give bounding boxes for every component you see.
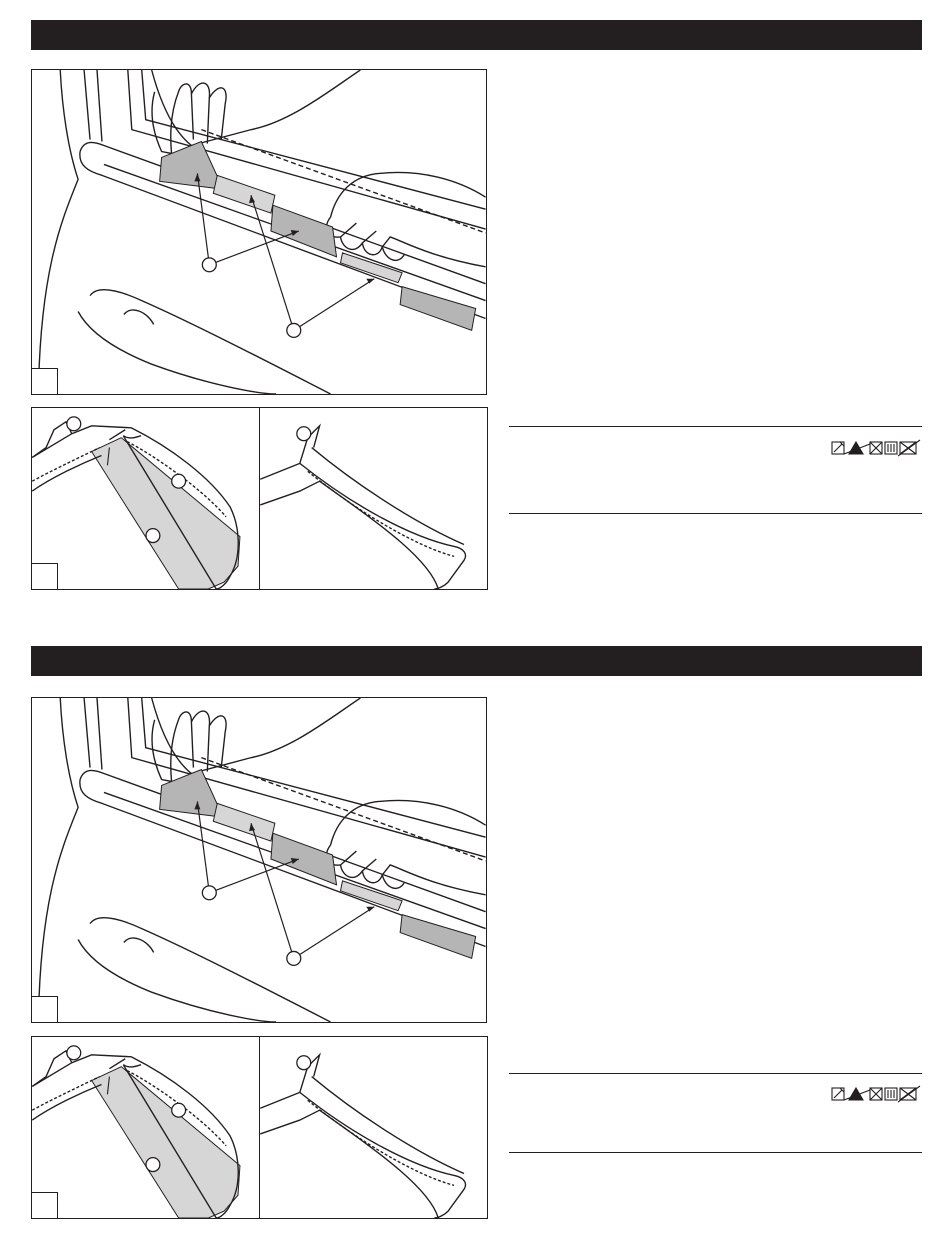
section-1-rule-top: [509, 426, 922, 427]
callout-circle: [297, 427, 311, 441]
section-2-rule-top: [509, 1073, 922, 1074]
callout-circle: [67, 1046, 81, 1060]
section-1-icon-row: [830, 438, 922, 458]
door-tape-installation-drawing: [32, 698, 486, 1022]
section-1-main-illustration: [31, 69, 487, 395]
figure-corner-tab: [32, 996, 58, 1022]
tape-strip-dark: [160, 142, 224, 190]
section-1-detail-left: [31, 407, 261, 590]
section-2-rule-bottom: [509, 1152, 922, 1153]
callout-circle: [202, 886, 216, 900]
callout-circle: [146, 1158, 160, 1172]
section-1-detail-right: [259, 407, 488, 590]
section-1-header-bar: [31, 20, 922, 50]
callout-circle: [146, 529, 160, 543]
section-2-header-bar: [31, 646, 922, 676]
callout-circle: [172, 1103, 186, 1117]
tape-strip-dark: [271, 833, 337, 885]
tape-strip-dark: [160, 770, 224, 818]
section-2-icon-row: [830, 1084, 922, 1104]
tape-detail-drawing: [32, 1037, 260, 1218]
callout-circle: [202, 258, 216, 272]
callout-circle: [172, 474, 186, 488]
callout-circle: [287, 323, 301, 337]
tape-detail-drawing: [32, 408, 260, 589]
section-2-detail-left: [31, 1036, 261, 1219]
callout-circle: [297, 1056, 311, 1070]
section-1-rule-bottom: [509, 513, 922, 514]
section-2-detail-right: [259, 1036, 488, 1219]
tape-applied-drawing: [260, 408, 487, 589]
figure-corner-tab: [32, 1192, 58, 1218]
door-tape-installation-drawing: [32, 70, 486, 394]
tape-strip-dark: [271, 205, 337, 257]
figure-corner-tab: [32, 368, 58, 394]
tape-applied-drawing: [260, 1037, 487, 1218]
figure-corner-tab: [32, 563, 58, 589]
section-2-main-illustration: [31, 697, 487, 1023]
callout-circle: [67, 417, 81, 431]
callout-circle: [287, 951, 301, 965]
